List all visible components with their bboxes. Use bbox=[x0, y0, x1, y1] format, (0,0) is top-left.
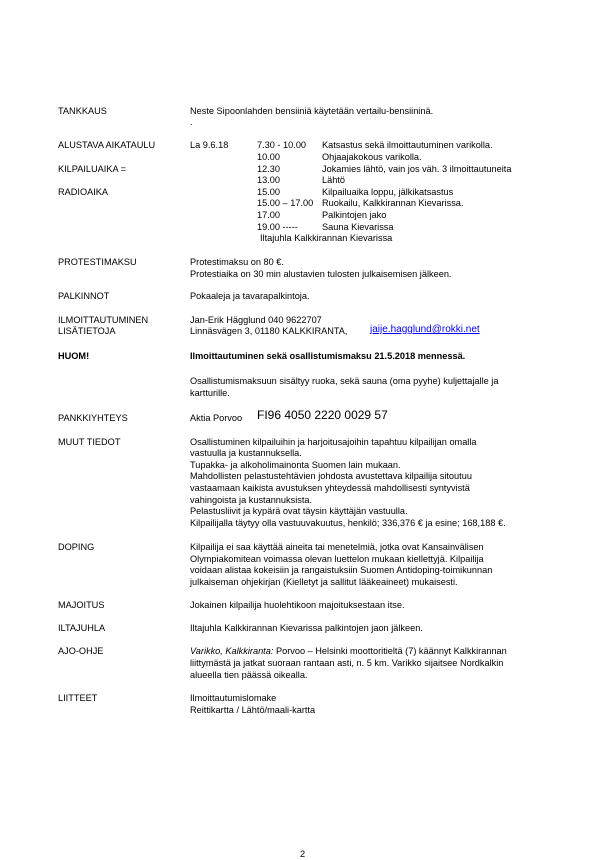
muut-line: vastaamaan kaikista avustuksen yhteydessä mahdollisesti syntyvistä bbox=[190, 483, 470, 493]
muut-line: Pelastusliivit ja kypärä ovat täysin käyttäjän vastuulla. bbox=[190, 506, 408, 516]
label-protestimaksu: PROTESTIMAKSU bbox=[58, 257, 137, 267]
muut-line: Osallistuminen kilpailuihin ja harjoitusajoihin tapahtuu kilpailijan omalla bbox=[190, 437, 477, 447]
ajo-ohje-italic: Varikko, Kalkkiranta: bbox=[190, 646, 274, 656]
majoitus-text: Jokainen kilpailija huolehtikoon majoituksestaan itse. bbox=[190, 600, 405, 610]
bank-name: Aktia Porvoo bbox=[190, 413, 243, 423]
schedule-desc: Ohjaajakokous varikolla. bbox=[322, 152, 422, 162]
tankkaus-text: Neste Sipoonlahden bensiiniä käytetään vertailu-bensiininä. bbox=[190, 106, 434, 116]
palkinnot-text: Pokaaleja ja tavarapalkintoja. bbox=[190, 291, 310, 301]
label-iltajuhla: ILTAJUHLA bbox=[58, 623, 106, 633]
ajo-ohje-rest: Porvoo – Helsinki moottoritieltä (7) käännyt Kalkkirannan bbox=[273, 646, 507, 656]
ajo-ohje-line: alueella tien päässä oikealla. bbox=[190, 670, 308, 680]
doping-line: Olympiakomitean voimassa olevan luettelon mukaan kiellettyjä. Kilpailija bbox=[190, 554, 484, 564]
ajo-ohje-line: liittymästä ja jatkat suoraan rantaan asti, n. 5 km. Varikko sijaitsee Nordkalkin bbox=[190, 658, 504, 668]
contact-address: Linnäsvägen 3, 01180 KALKKIRANTA, bbox=[190, 326, 348, 336]
label-muut-tiedot: MUUT TIEDOT bbox=[58, 437, 121, 447]
schedule-desc: Lähtö bbox=[322, 175, 345, 185]
page-number: 2 bbox=[300, 849, 306, 859]
liitteet-line: Reittikartta / Lähtö/maali-kartta bbox=[190, 705, 316, 715]
label-radioaika: RADIOAIKA bbox=[58, 187, 109, 197]
label-majoitus: MAJOITUS bbox=[58, 600, 105, 610]
schedule-desc: Jokamies lähtö, vain jos väh. 3 ilmoittautuneita bbox=[322, 164, 512, 174]
label-lisatietoja: LISÄTIETOJA bbox=[58, 326, 116, 336]
schedule-last-line: Iltajuhla Kalkkirannan Kievarissa bbox=[260, 233, 393, 243]
label-doping: DOPING bbox=[58, 542, 95, 552]
huom-text: Ilmoittautuminen sekä osallistumismaksu 21.5.2018 mennessä. bbox=[190, 351, 466, 361]
label-pankkiyhteys: PANKKIYHTEYS bbox=[58, 413, 128, 423]
muut-line: Tupakka- ja alkoholimainonta Suomen lain mukaan. bbox=[190, 460, 401, 470]
protestimaksu-line: Protestiaika on 30 min alustavien tulosten julkaisemisen jälkeen. bbox=[190, 269, 452, 279]
huom-para: Osallistumismaksuun sisältyy ruoka, sekä sauna (oma pyyhe) kuljettajalle ja bbox=[190, 376, 499, 386]
label-alustava-aikataulu: ALUSTAVA AIKATAULU bbox=[58, 140, 156, 150]
contact-name-phone: Jan-Erik Hägglund 040 9622707 bbox=[190, 315, 322, 325]
schedule-time: 13.00 bbox=[257, 175, 280, 185]
ajo-ohje-line-1 bbox=[190, 646, 507, 657]
label-palkinnot: PALKINNOT bbox=[58, 291, 110, 301]
protestimaksu-line: Protestimaksu on 80 €. bbox=[190, 257, 284, 267]
schedule-time: 7.30 - 10.00 bbox=[257, 140, 307, 150]
contact-email-link[interactable]: jaije.hagglund@rokki.net bbox=[370, 324, 480, 335]
doping-line: julkaiseman ohjekirjan (Kielletyt ja sallitut lääkeaineet) mukaisesti. bbox=[190, 577, 458, 587]
schedule-time: 10.00 bbox=[257, 152, 280, 162]
schedule-time: 15.00 bbox=[257, 187, 280, 197]
schedule-desc: Kilpailuaika loppu, jälkikatsastus bbox=[322, 187, 454, 197]
label-liitteet: LIITTEET bbox=[58, 693, 98, 703]
muut-line: vastuulla ja kustannuksella. bbox=[190, 448, 302, 458]
schedule-desc: Sauna Kievarissa bbox=[322, 222, 394, 232]
label-kilpailuaika: KILPAILUAIKA = bbox=[58, 164, 127, 174]
schedule-date: La 9.6.18 bbox=[190, 140, 229, 150]
schedule-time: 12.30 bbox=[257, 164, 280, 174]
doping-line: Kilpailija ei saa käyttää aineita tai menetelmiä, jotka ovat Kansainvälisen bbox=[190, 542, 484, 552]
tankkaus-dot: . bbox=[190, 117, 193, 127]
muut-line: Mahdollisten pelastustehtävien johdosta avustettava kilpailija sitoutuu bbox=[190, 471, 472, 481]
huom-para: kartturille. bbox=[190, 388, 230, 398]
schedule-desc: Ruokailu, Kalkkirannan Kievarissa. bbox=[322, 198, 464, 208]
bank-iban: FI96 4050 2220 0029 57 bbox=[257, 408, 388, 422]
label-ajo-ohje: AJO-OHJE bbox=[58, 646, 104, 656]
liitteet-line: Ilmoittautumislomake bbox=[190, 693, 277, 703]
schedule-desc: Palkintojen jako bbox=[322, 210, 387, 220]
schedule-time: 15.00 – 17.00 bbox=[257, 198, 314, 208]
doping-line: voidaan alistaa kokeisiin ja rangaistuksiin Suomen Antidoping-toimikunnan bbox=[190, 565, 493, 575]
label-tankkaus: TANKKAUS bbox=[58, 106, 107, 116]
label-huom: HUOM! bbox=[58, 351, 90, 361]
muut-line: Kilpailijalla täytyy olla vastuuvakuutus, henkilö; 336,376 € ja esine; 168,188 €. bbox=[190, 518, 506, 528]
schedule-desc: Katsastus sekä ilmoittautuminen varikolla. bbox=[322, 140, 493, 150]
label-ilmoittautuminen: ILMOITTAUTUMINEN bbox=[58, 315, 149, 325]
schedule-time: 17.00 bbox=[257, 210, 280, 220]
iltajuhla-text: Iltajuhla Kalkkirannan Kievarissa palkintojen jaon jälkeen. bbox=[190, 623, 423, 633]
schedule-time: 19.00 ----- bbox=[257, 222, 298, 232]
muut-line: vahingoista ja kustannuksista. bbox=[190, 495, 313, 505]
